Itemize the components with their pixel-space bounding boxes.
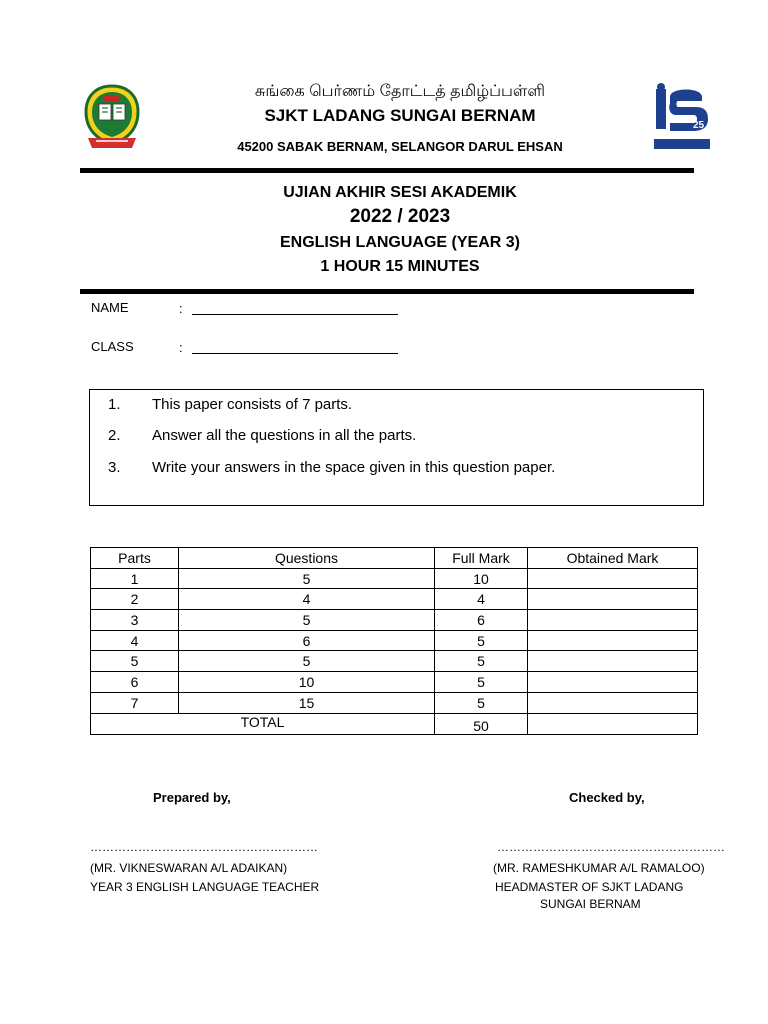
instruction-text: Write your answers in the space given in this question paper. [152,459,556,476]
part-cell: 2 [91,589,179,610]
part-cell: 7 [91,692,179,713]
obtained-mark-cell[interactable] [528,568,698,589]
questions-cell: 15 [179,692,435,713]
title-divider [80,289,694,294]
header-divider [80,168,694,173]
obtained-mark-cell[interactable] [528,610,698,631]
marks-table [90,547,698,735]
exam-year: 2022 / 2023 [349,206,451,227]
obtained-mark-cell[interactable] [528,589,698,610]
exam-subject: ENGLISH LANGUAGE (YEAR 3) [279,234,520,251]
exam-duration: 1 HOUR 15 MINUTES [320,258,480,275]
preparer-name: (MR. VIKNESWARAN A/L ADAIKAN) [90,861,288,875]
part-cell: 1 [91,568,179,589]
instructions-box [89,389,704,506]
total-label: TOTAL [91,713,435,734]
school-name-tamil: சுங்கை பெர்ணம் தோட்டத் தமிழ்ப்பள்ளி [254,83,546,100]
questions-cell: 5 [179,568,435,589]
instruction-number: 2. [108,427,121,444]
table-row [91,692,698,713]
questions-cell: 6 [179,630,435,651]
table-row [91,568,698,589]
name-colon: : [179,301,183,316]
checker-title-line2: SUNGAI BERNAM [540,897,641,911]
table-row [91,610,698,631]
part-cell: 4 [91,630,179,651]
table-row [91,672,698,693]
full-mark-cell: 5 [435,692,528,713]
checker-signature-line: ………………………………………………… [497,840,725,854]
preparer-title: YEAR 3 ENGLISH LANGUAGE TEACHER [90,880,320,894]
questions-cell: 4 [179,589,435,610]
table-row [91,630,698,651]
full-mark-cell: 5 [435,630,528,651]
obtained-mark-cell[interactable] [528,630,698,651]
obtained-mark-cell[interactable] [528,672,698,693]
obtained-mark-cell[interactable] [528,651,698,672]
header-parts: Parts [91,548,179,569]
instruction-text: Answer all the questions in all the parts. [152,427,417,444]
school-address: 45200 SABAK BERNAM, SELANGOR DARUL EHSAN [237,139,563,154]
part-cell: 6 [91,672,179,693]
total-value: 50 [435,713,528,734]
table-row [91,589,698,610]
header-full-mark: Full Mark [435,548,528,569]
instruction-number: 3. [108,459,121,476]
part-cell: 3 [91,610,179,631]
full-mark-cell: 4 [435,589,528,610]
name-label: NAME [91,300,129,315]
exam-title: UJIAN AKHIR SESI AKADEMIK [283,184,517,201]
header-obtained-mark: Obtained Mark [528,548,698,569]
full-mark-cell: 10 [435,568,528,589]
class-label: CLASS [91,339,134,354]
table-header-row [91,548,698,569]
preparer-signature-line: ………………………………………………… [90,840,318,854]
instruction-text: This paper consists of 7 parts. [152,396,353,413]
part-cell: 5 [91,651,179,672]
prepared-by-label: Prepared by, [153,790,231,805]
table-row [91,651,698,672]
checker-name: (MR. RAMESHKUMAR A/L RAMALOO) [493,861,705,875]
questions-cell: 5 [179,610,435,631]
class-input-line[interactable] [192,341,398,354]
checker-title-line1: HEADMASTER OF SJKT LADANG [495,880,684,894]
checked-by-label: Checked by, [569,790,645,805]
instruction-number: 1. [108,396,121,413]
school-name: SJKT LADANG SUNGAI BERNAM [264,106,536,125]
total-obtained-cell[interactable] [528,713,698,734]
total-row [91,713,698,734]
name-input-line[interactable] [192,302,398,315]
full-mark-cell: 5 [435,672,528,693]
questions-cell: 5 [179,651,435,672]
school-badge-logo [652,83,712,151]
svg-text:25: 25 [693,120,705,131]
header-questions: Questions [179,548,435,569]
class-colon: : [179,340,183,355]
full-mark-cell: 5 [435,651,528,672]
obtained-mark-cell[interactable] [528,692,698,713]
questions-cell: 10 [179,672,435,693]
full-mark-cell: 6 [435,610,528,631]
school-crest-logo [82,82,142,154]
